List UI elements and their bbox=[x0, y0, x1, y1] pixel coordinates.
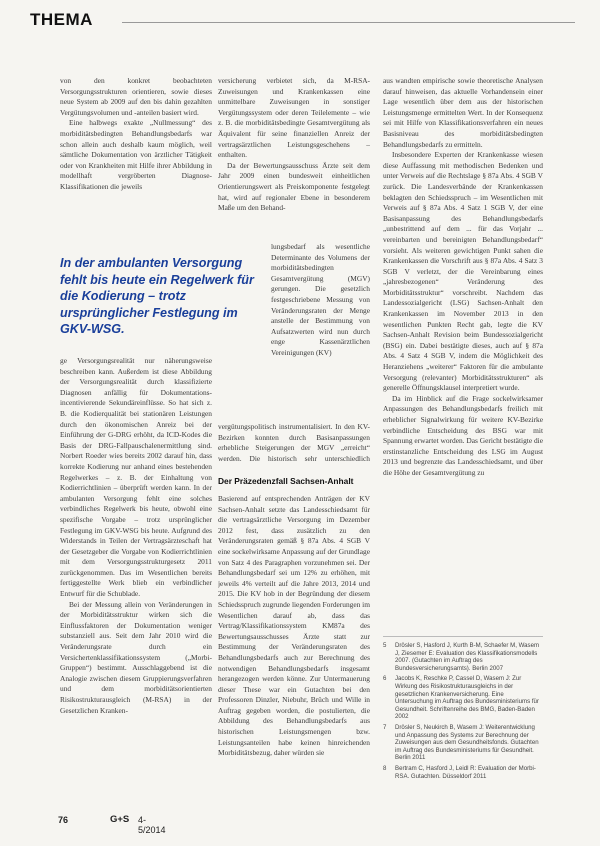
paragraph: Eine halbwegs exakte „Nullmessung“ des morbiditätsbedingten Behandlungsbedarfs war schon allein auch deshalb kaum möglich, weil sämtliche Dokumentation von ärztlicher Tätigkeit oder von Krankheiten mit Hilfe ihrer Abbildung in modellhaft vergröberten Diagnose-Klassifikationen die jeweils bbox=[60, 118, 212, 191]
page-number: 76 bbox=[58, 815, 69, 825]
paragraph: versicherung verbietet sich, da M-RSA-Zuweisungen und Krankenkassen eine unmittelbare Zuweisungen in sonstiger Vergütungssystem oder deren Teilelemente – wie z. B. die morbiditätsbedingte Gesamtvergütung als Äquivalent für seine finanziellen Anreiz der vertragsärztlichen Leistungsgeschehens – enthalten. bbox=[218, 76, 370, 160]
footnote-text: Jacobs K, Reschke P, Cassel D, Wasem J: Zur Wirkung des Risikostrukturausgleichs in der gesetzlichen Krankenversicherung. Eine Untersuchung im Auftrag des Bundesministeriums für Gesundheit. Schriftenreihe des BMG, Baden-Baden 2002 bbox=[395, 675, 539, 721]
footnote-rule bbox=[383, 636, 543, 637]
column-2-continued bbox=[218, 422, 370, 466]
footnote bbox=[383, 765, 543, 780]
subheading: Der Präzedenzfall Sachsen-Anhalt bbox=[218, 476, 354, 486]
column-1-top bbox=[60, 76, 212, 193]
footnote-text: Drösler S, Neukirch B, Wasem J: Weiterentwicklung und Anpassung des Systems zur Berechnung der Zuweisungen aus dem Gesundheitsfonds. Gutachten im Auftrag des Bundesministeriums für Gesundheit. Berlin 2011 bbox=[395, 723, 539, 762]
footnote bbox=[383, 675, 543, 721]
paragraph: Da im Hinblick auf die Frage sockelwirksamer Anpassungen des Behandlungsbedarfs freilich mit erheblicher Signalwirkung für weitere KV-Bezirke verbindliche Entscheidung des BSG war mit Spannung erwartet worden. Das Gericht bestätigte die erstinstanzliche Entscheidung des LSG im August 2013 und begrenzte das Landesschiedsamt, und über die Höhe der Gesamtvergütung zu bbox=[383, 393, 543, 477]
column-2-top bbox=[218, 76, 370, 214]
paragraph: von den konkret beobachteten Versorgungsstrukturen orientieren, sowie dieses neue System ab 2009 auf den bis dahin gezahlten Vergütungsvolumen und -anteilen basiert wird. bbox=[60, 76, 212, 117]
pull-quote: In der ambulanten Versorgung fehlt bis heute ein Regelwerk für die Kodierung – trotz ursprünglicher Festlegung im GKV-WSG. bbox=[60, 256, 254, 336]
journal-name: G+S bbox=[110, 814, 130, 825]
paragraph: Da der Bewertungsausschuss Ärzte seit dem Jahr 2009 einen bundesweit einheitlichen Orientierungswert als Preiskomponente festgelegt hat, wird auf regionaler Ebene in besonderem Maße um den Behand- bbox=[218, 160, 370, 213]
paragraph: Basierend auf entsprechenden Anträgen der KV Sachsen-Anhalt setzte das Landesschiedsamt für die vertragsärztliche Versorgung im Dezember 2012 fest, dass zusätzlich zu den Veränderungsraten gemäß § 87a Abs. 4 SGB V eine sockelwirksame Anpassung auf der Grundlage von Satz 4 des Paragraphen vorzunehmen sei. Der Behandlungsbedarf sei um 12% zu erhöhen, mit jeweils 4% verteilt auf die Jahre 2013, 2014 und 2015. Die KV hob in der Begründung der diesem Schiedsspruch zugrunde liegenden Forderungen im Wesentlichen darauf ab, dass das Vertrag/Klassifikationssystem KM87a des Bewertungsausschusses Ärzte statt zur Bestimmung der Veränderungsraten des Behandlungsbedarfs auch zur Berechnung des notwendigen Behandlungsbedarfs insgesamt herangezogen werden könne. Zur Untermauerung dieser These war ein Gutachten bei den Professoren Dinzler, Niebuhr, Brüch und Wille in Auftrag gegeben worden, die postulierten, die Abbildung des Behandlungsbedarfs aus historischen Leistungsmengen bzw. Leistungsanteilen habe keinen hinreichenden Morbiditätsbezug, daher würden sie bbox=[218, 494, 370, 758]
footnote-number: 5 bbox=[383, 642, 387, 649]
column-2-bottom bbox=[218, 494, 370, 799]
paragraph: ge Versorgungsrealität nur näherungsweise beschreiben kann. Außerdem ist diese Abbildung der Versorgungsrealität durch klassifizierte Diagnosen anfällig für Dokumentations-incentivierende Sekundäreinflüsse. So hat sich z. B. die Kodierqualität bei stationären Leistungen durch den ökonomischen Anreiz bei der Einführung der G-DRG erhöht, da ICD-Kodes die Basis der DRG-Fallpauschalenermittlung sind. Norbert Roeder wies bereits 2002 darauf hin, dass korrekte Kodierung nur anhand eines bestehenden Regelwerkes – z. B. der Einhaltung von Kodierrichtlinien – überprüft werden kann. In der ambulanten Versorgung fehlt eine solches verbindliches Regelwerk bis heute, obwohl eine spezifische Vorgabe – trotz ursprünglicher Festlegung im GKV-WSG bis heute. Aufgrund des Widerstands in Teilen der Vertragsärzteschaft hat der Gesetzgeber die Vorgabe von Kodierrichtlinien mit dem Versorgungsstrukturgesetz 2011 zurückgenommen. Das im Wesentlichen bereits fertiggestellte Werk blieb ein verbindlicher Entwurf für die Schublade. bbox=[60, 356, 212, 599]
footnote-number: 8 bbox=[383, 764, 387, 772]
footnote bbox=[383, 724, 543, 762]
column-2-wrap bbox=[271, 242, 370, 422]
footnote-number: 7 bbox=[383, 723, 387, 731]
paragraph: vergütungspolitisch instrumentalisiert. In den KV-Bezirken konnten durch Basisanpassungen erhebliche Steigerungen der MGV „erreicht“ werden. Die historisch sehr unterschiedlich bbox=[218, 422, 370, 463]
footnote-number: 6 bbox=[383, 675, 387, 683]
footnote-text: Bertram C, Hasford J, Leidl R: Evaluation der Morbi-RSA. Gutachten. Düsseldorf 2011 bbox=[395, 764, 536, 780]
paragraph: Bei der Messung allein von Veränderungen in der Morbiditätsstruktur wirken sich die Einflussfaktoren der Dokumentation weniger substanziell aus. Seit dem Jahr 2010 wird die Veränderungsrate durch ein Versichertenklassifikationssystem („Morbi-Gruppen“) bestimmt. Ausschlaggebend ist die Analogie zwischen diesem Gruppierungsverfahren und dem morbiditätsorientierten Risikostrukturausgleich (M-RSA) in der Gesetzlichen Kranken- bbox=[60, 599, 212, 715]
header-rule bbox=[122, 22, 575, 23]
page-header bbox=[30, 8, 575, 36]
section-title: THEMA bbox=[30, 10, 93, 29]
footnote-text: Drösler S, Hasford J, Kurth B-M, Schaefer M, Wasem J, Ziesemer E: Evaluation des Klassifikationsmodells 2007. (Gutachten im Auftrag des Bundesversicherungsamts). Berlin 2007 bbox=[395, 642, 540, 672]
issue-number: 4-5/2014 bbox=[138, 815, 166, 835]
footnote bbox=[383, 642, 543, 672]
paragraph: aus wandten empirische sowie theoretische Analysen darauf hinweisen, das aktuelle Vorhandensein einer Lage wesentlich über dem aus der historischen Leistungsmenge ermittelten Wert. In der Konsequenz sei mit Hilfe von Klassifikationsverfahren ein neues Basisniveau des morbiditätsbedingten Behandlungsbedarfs zu ermitteln. bbox=[383, 76, 543, 149]
column-1-bottom bbox=[60, 356, 212, 799]
column-3 bbox=[383, 76, 543, 628]
footnotes bbox=[383, 642, 543, 783]
paragraph: lungsbedarf als wesentliche Determinante des Volumens der morbiditätsbedingten Gesamtvergütung (MGV) gerungen. Die gesetzlich festgeschriebene Messung von Veränderungsraten der Menge anstelle der Bestimmung von Aufsatzwerten wird nun durch enge Kassenärztlichen Vereinigungen (KV) bbox=[271, 242, 370, 357]
paragraph: Insbesondere Experten der Krankenkasse wiesen diese Auffassung mit methodischen Bedenken und unter Verweis auf die Rechtslage § 87a Abs. 4 SGB V zurück. Die Landesverbände der Krankenkassen beklagten den Schiedsspruch – im Wesentlichen mit Verweis auf § 87a Abs. 4 Satz 1 SGB V, der eine Basisanpassung des Behandlungsbedarfs „unbestrittend auf dem ... für das Vorjahr ... vereinbarten und bereinigten Behandlungsbedarf“ vorsieht. Als weiteren gewichtigen Punkt sahen die Krankenkassen die Vorschrift aus § 87a Abs. 4 Satz 3 SGB V verletzt, der die Vereinbarung eines „jahresbezogenen“ Veränderung des Morbiditätsstruktur“ vorschreibt. Nachdem das Landessozialgericht (LSG) Sachsen-Anhalt den Krankenkassen im November 2013 in den wesentlichen Punkten Recht gab, legte die KV Sachsen-Anhalt Revision beim Bundessozialgericht (BSG) ein. Dabei bestätigte dieses, auch auf § 87a Abs. 4 Satz 4 SGB V, indem die Möglichkeit des Heranziehens „weiterer“ Faktoren für die ambulante Versorgung (relevanter) Morbiditätsstrukturen“ als generelle Öffnungsklausel interpretiert wurde. bbox=[383, 150, 543, 393]
